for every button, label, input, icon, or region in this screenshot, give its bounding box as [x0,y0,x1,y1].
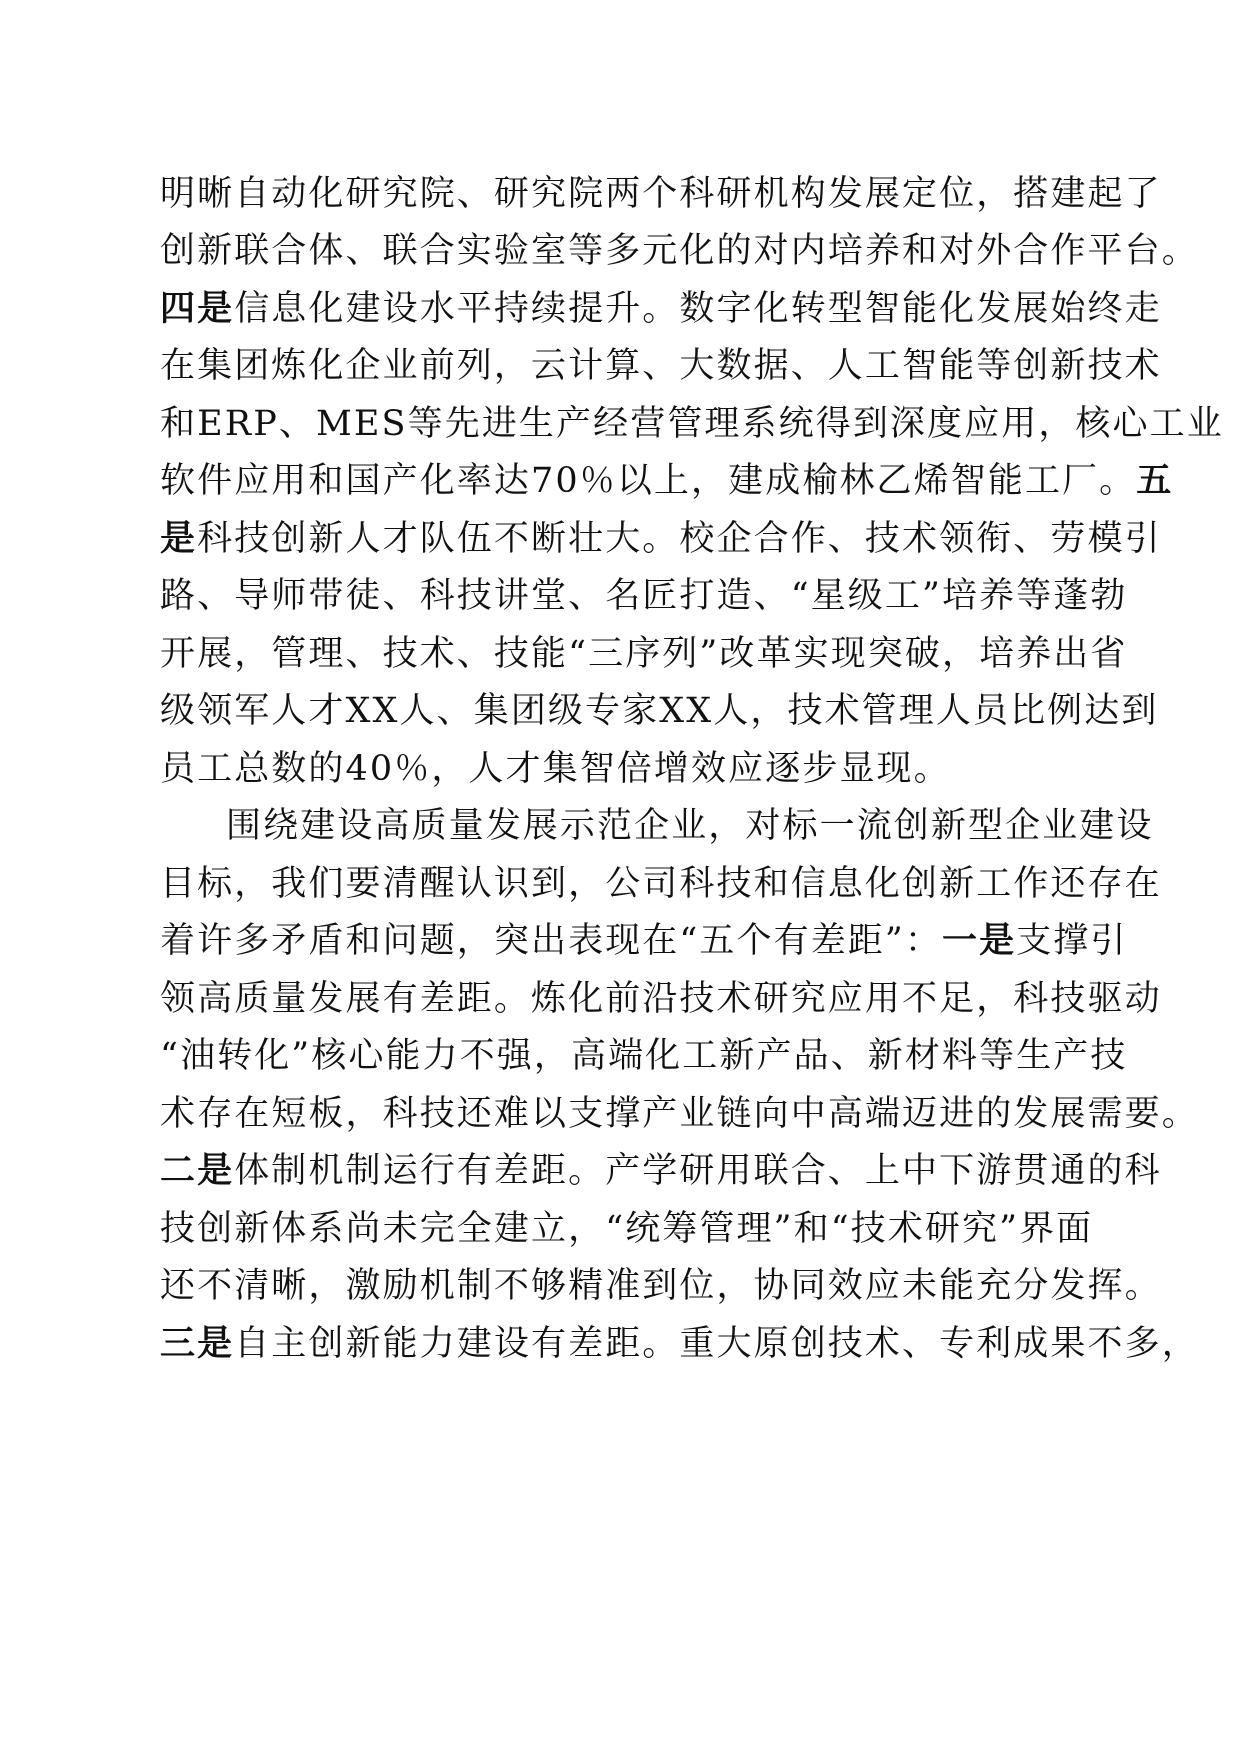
line-text: 开展，管理、技术、技能“三序列”改革实现突破，培养出省 [160,634,1128,674]
line-text: 信息化建设水平持续提升。数字化转型智能化发展始终走 [234,289,1162,329]
text-line [160,229,1199,273]
text-line [160,517,1162,561]
bold-marker: 五 [1136,460,1174,501]
line-text: 路、导师带徒、科技讲堂、名匠打造、“星级工”培养等蓬勃 [160,576,1128,616]
line-text: 目标，我们要清醒认识到，公司科技和信息化创新工作还存在 [160,864,1162,904]
bold-marker: 三是 [160,1323,235,1364]
line-text: 围绕建设高质量发展示范企业，对标一流创新型企业建设 [226,806,1154,846]
bold-marker: 二是 [160,1150,235,1191]
line-text: 自主创新能力建设有差距。重大原创技术、专利成果不多， [234,1324,1199,1364]
text-line [160,1034,1128,1078]
text-line [160,689,1159,733]
text-line [160,632,1128,676]
bold-marker: 一是 [942,920,1017,961]
text-line [160,344,1162,388]
text-line [160,459,1174,503]
text-line [160,1149,1162,1193]
line-text: 还不清晰，激励机制不够精准到位，协同效应未能充分发挥。 [160,1266,1162,1306]
line-text: 体制机制运行有差距。产学研用联合、上中下游贯通的科 [234,1151,1162,1191]
text-line [160,172,1162,216]
bold-marker: 四是 [160,288,235,329]
text-line [160,747,1080,791]
paragraph-first-line [226,804,1154,848]
line-text: 着许多矛盾和问题，突出表现在“五个有差距”： [160,921,942,961]
text-line [160,1322,1199,1366]
line-text: 在集团炼化企业前列，云计算、大数据、人工智能等创新技术 [160,346,1162,386]
line-text: 和ERP、MES等先进生产经营管理系统得到深度应用，核心工业 [160,404,1224,444]
line-text: 员工总数的40％，人才集智倍增效应逐步显现。 [160,749,951,789]
text-line [160,919,1128,963]
line-text-tail: 支撑引 [1016,921,1128,961]
text-line [160,287,1162,331]
bold-marker: 是 [160,518,198,559]
line-text: 创新联合体、联合实验室等多元化的对内培养和对外合作平台。 [160,231,1199,271]
text-line [160,402,1224,446]
text-line [160,574,1128,618]
line-text: 领高质量发展有差距。炼化前沿技术研究应用不足，科技驱动 [160,979,1162,1019]
line-text: 技创新体系尚未完全建立，“统筹管理”和“技术研究”界面 [160,1209,1094,1249]
line-text: 明晰自动化研究院、研究院两个科研机构发展定位，搭建起了 [160,174,1162,214]
text-line [160,1092,1199,1136]
text-line [160,862,1162,906]
text-line [160,1264,1162,1308]
line-text: “油转化”核心能力不强，高端化工新产品、新材料等生产技 [160,1036,1128,1076]
line-text: 科技创新人才队伍不断壮大。校企合作、技术领衔、劳模引 [197,519,1162,559]
line-text: 软件应用和国产化率达70％以上，建成榆林乙烯智能工厂。 [160,461,1137,501]
line-text: 级领军人才XX人、集团级专家XX人，技术管理人员比例达到 [160,691,1159,731]
text-line [160,1207,1094,1251]
text-line [160,977,1162,1021]
line-text: 术存在短板，科技还难以支撑产业链向中高端迈进的发展需要。 [160,1094,1199,1134]
